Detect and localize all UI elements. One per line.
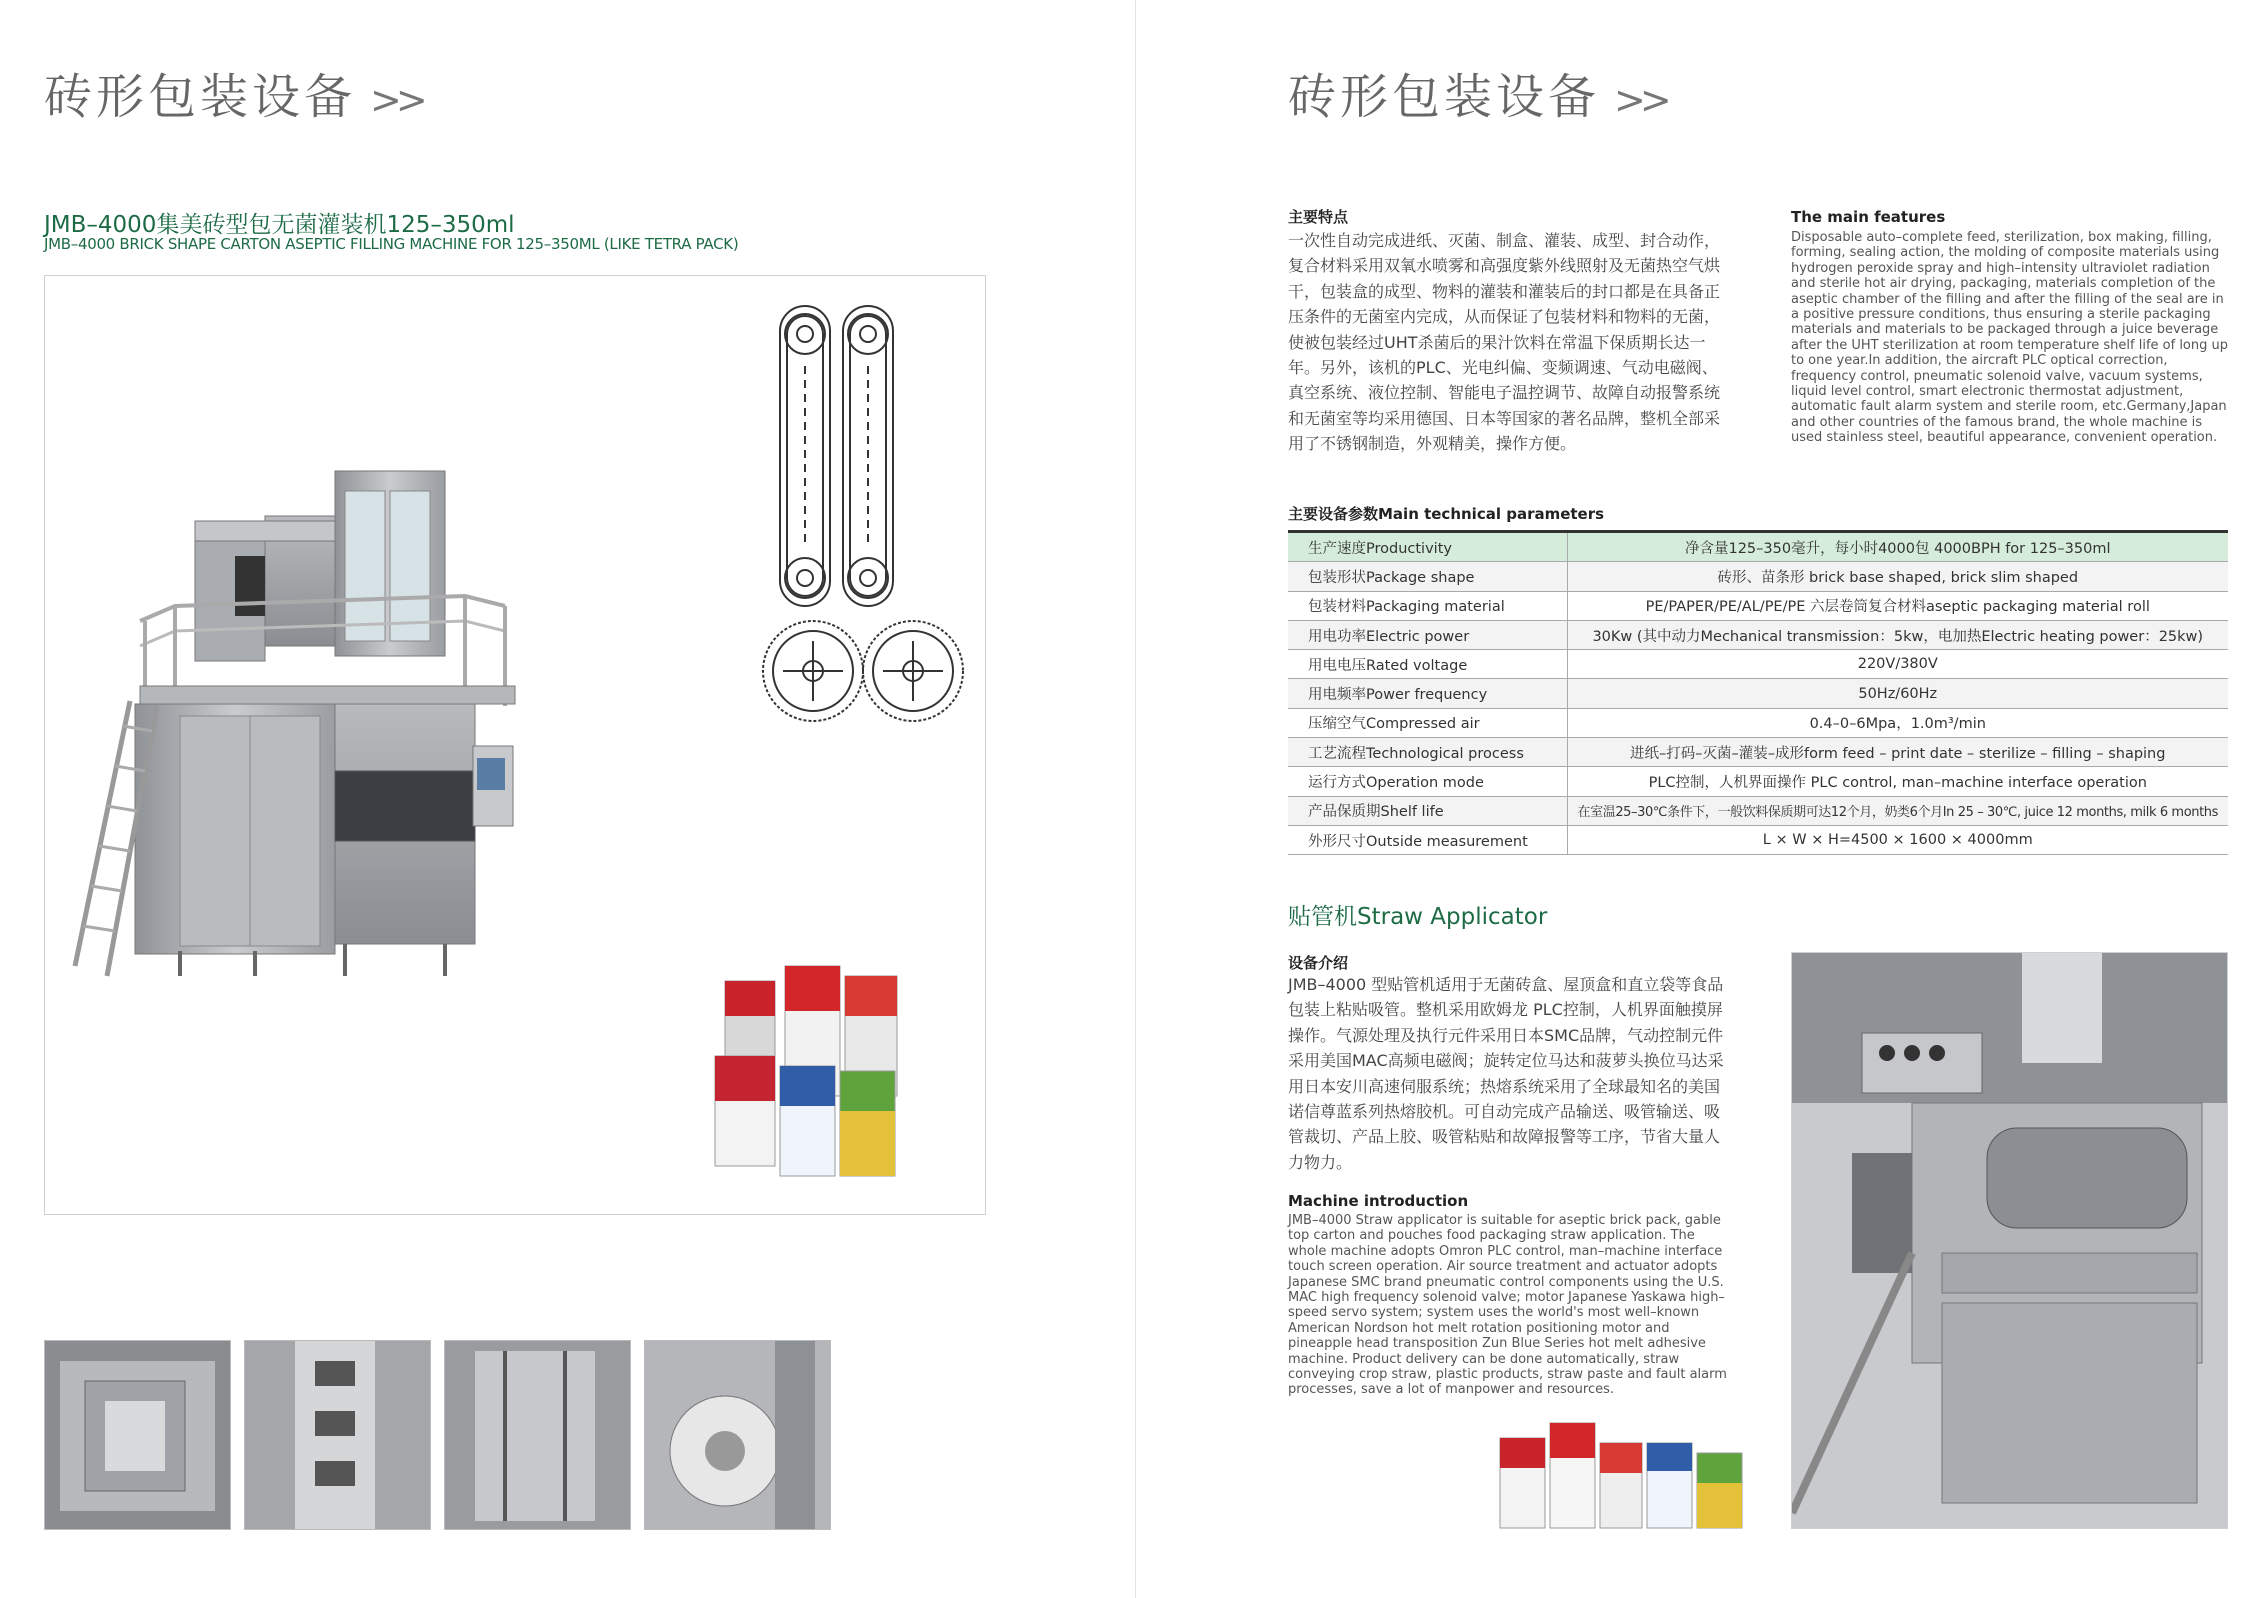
param-value: 30Kw (其中动力Mechanical transmission：5kw，电加热Electric heating power：25kw) <box>1567 620 2228 649</box>
thumbnail-3-illustration <box>445 1341 630 1529</box>
param-label: 用电频率Power frequency <box>1288 679 1567 708</box>
param-row <box>1288 591 2228 620</box>
param-label: 包装材料Packaging material <box>1288 591 1567 620</box>
param-value: 在室温25–30℃条件下，一般饮料保质期可达12个月，奶类6个月In 25 – 30℃, juice 12 months, milk 6 months <box>1567 796 2228 825</box>
params-heading: 主要设备参数Main technical parameters <box>1288 505 1605 523</box>
features-en-text: Disposable auto–complete feed, sterilization, box making, filling, forming, sealing action, the molding of composite materials using hydrogen peroxide spray and high–intensity ultraviolet radiation and sterile hot air drying, packaging, materials completion of the aseptic chamber of the filling and after the filling of the seal are in a positive pressure conditions, thus ensuring a sterile packaging materials and materials to be packaged through a juice beverage after the UHT sterilization at room temperature shelf life of long up to one year.In addition, the aircraft PLC optical correction, frequency control, pneumatic solenoid valve, vacuum systems, liquid level control, smart electronic thermostat adjustment, automatic fault alarm system and sterile room, etc.Germany,Japan and other countries of the famous brand, the whole machine is used stainless steel, beautiful appearance, convenient operation. <box>1791 230 2228 446</box>
filling-machine-title-en: JMB–4000 BRICK SHAPE CARTON ASEPTIC FILLING MACHINE FOR 125–350ML (LIKE TETRA PACK) <box>44 235 739 253</box>
intro-cn-heading: 设备介绍 <box>1288 954 1349 972</box>
param-label: 产品保质期Shelf life <box>1288 796 1567 825</box>
straw-cartons-illustration <box>1495 1418 1755 1533</box>
param-row <box>1288 679 2228 708</box>
param-value: 220V/380V <box>1567 650 2228 679</box>
straw-applicator-illustration <box>1792 953 2227 1528</box>
param-value: 50Hz/60Hz <box>1567 679 2228 708</box>
param-row <box>1288 767 2228 796</box>
page-spread-divider <box>1135 0 1136 1598</box>
param-value: 进纸–打码–灭菌–灌装–成形form feed – print date – sterilize – filling – shaping <box>1567 738 2228 767</box>
product-cartons <box>715 966 897 1176</box>
right-page-title <box>1288 58 1666 127</box>
param-value: 净含量125–350毫升，每小时4000包 4000BPH for 125–350ml <box>1567 532 2228 562</box>
param-row <box>1288 532 2228 562</box>
param-label: 外形尺寸Outside measurement <box>1288 825 1567 854</box>
left-page-title <box>44 58 422 127</box>
left-title-text: 砖形包装设备 <box>44 69 357 125</box>
filling-machine-title-cn: JMB–4000集美砖型包无菌灌装机125–350ml <box>44 212 515 238</box>
filling-machine-photo <box>44 275 986 1215</box>
param-value: 砖形、苗条形 brick base shaped, brick slim shaped <box>1567 562 2228 591</box>
param-row <box>1288 650 2228 679</box>
thumbnail-2-illustration <box>245 1341 430 1529</box>
thumbnail-photo-4 <box>644 1340 831 1530</box>
param-label: 用电电压Rated voltage <box>1288 650 1567 679</box>
intro-cn-text: JMB–4000 型贴管机适用于无菌砖盒、屋顶盒和直立袋等食品包装上粘贴吸管。整机采用欧姆龙 PLC控制，人机界面触摸屏操作。气源处理及执行元件采用日本SMC品牌，气动控制元件采用美国MAC高频电磁阀；旋转定位马达和菠萝头换位马达采用日本安川高速伺服系统；热熔系统采用了全球最知名的美国诺信尊蓝系列热熔胶机。可自动完成产品输送、吸管输送、吸管裁切、产品上胶、吸管粘贴和故障报警等工序，节省大量人力物力。 <box>1288 975 1724 1172</box>
param-value: L × W × H=4500 × 1600 × 4000mm <box>1567 825 2228 854</box>
technical-parameters-table <box>1288 530 2228 855</box>
param-row <box>1288 620 2228 649</box>
thumbnail-photo-2 <box>244 1340 431 1530</box>
param-row <box>1288 738 2228 767</box>
thumbnail-1-illustration <box>45 1341 230 1529</box>
thumbnail-photo-1 <box>44 1340 231 1530</box>
straw-applicator-title: 贴管机Straw Applicator <box>1288 904 1548 930</box>
right-title-text: 砖形包装设备 <box>1288 69 1601 125</box>
intro-en-text: JMB–4000 Straw applicator is suitable for aseptic brick pack, gable top carton and pouches food packaging straw application. The whole machine adopts Omron PLC control, man–machine interface touch screen operation. Air source treatment and actuator adopts Japanese SMC brand pneumatic control components using the U.S. MAC high frequency solenoid valve; motor Japanese Yaskawa high–speed servo system; system uses the world's most well–known American Nordson hot melt rotation positioning motor and pineapple head transposition Zun Blue Series hot melt adhesive machine. Product delivery can be done automatically, straw conveying crop straw, plastic products, straw paste and fault alarm processes, save a lot of manpower and resources. <box>1288 1213 1727 1398</box>
param-row <box>1288 796 2228 825</box>
straw-applicator-photo <box>1791 952 2228 1529</box>
param-label: 包装形状Package shape <box>1288 562 1567 591</box>
param-label: 生产速度Productivity <box>1288 532 1567 562</box>
param-label: 压缩空气Compressed air <box>1288 708 1567 737</box>
filling-machine-illustration <box>45 276 985 1214</box>
features-cn-heading: 主要特点 <box>1288 208 1349 226</box>
thumbnail-4-illustration <box>645 1341 830 1529</box>
param-row <box>1288 825 2228 854</box>
param-row <box>1288 562 2228 591</box>
straw-product-cartons <box>1495 1418 1755 1533</box>
param-value: PLC控制，人机界面操作 PLC control, man–machine interface operation <box>1567 767 2228 796</box>
param-row <box>1288 708 2228 737</box>
left-title-arrow: >> <box>370 78 422 122</box>
thumbnail-photo-3 <box>444 1340 631 1530</box>
param-label: 工艺流程Technological process <box>1288 738 1567 767</box>
param-label: 运行方式Operation mode <box>1288 767 1567 796</box>
param-value: 0.4–0–6Mpa，1.0m³/min <box>1567 708 2228 737</box>
param-value: PE/PAPER/PE/AL/PE/PE 六层卷筒复合材料aseptic packaging material roll <box>1567 591 2228 620</box>
right-title-arrow: >> <box>1614 78 1666 122</box>
param-label: 用电功率Electric power <box>1288 620 1567 649</box>
chain-drive-schematic <box>763 306 963 721</box>
features-cn-text: 一次性自动完成进纸、灭菌、制盒、灌装、成型、封合动作，复合材料采用双氧水喷雾和高强度紫外线照射及无菌热空气烘干，包装盒的成型、物料的灌装和灌装后的封口都是在具备正压条件的无菌室内完成，从而保证了包装材料和物料的无菌，使被包装经过UHT杀菌后的果汁饮料在常温下保质期长达一年。另外，该机的PLC、光电纠偏、变频调速、气动电磁阀、真空系统、液位控制、智能电子温控调节、故障自动报警系统和无菌室等均采用德国、日本等国家的著名品牌，整机全部采用了不锈钢制造，外观精美，操作方便。 <box>1288 231 1721 454</box>
features-en-heading: The main features <box>1791 208 1946 226</box>
intro-en-heading: Machine introduction <box>1288 1192 1469 1210</box>
